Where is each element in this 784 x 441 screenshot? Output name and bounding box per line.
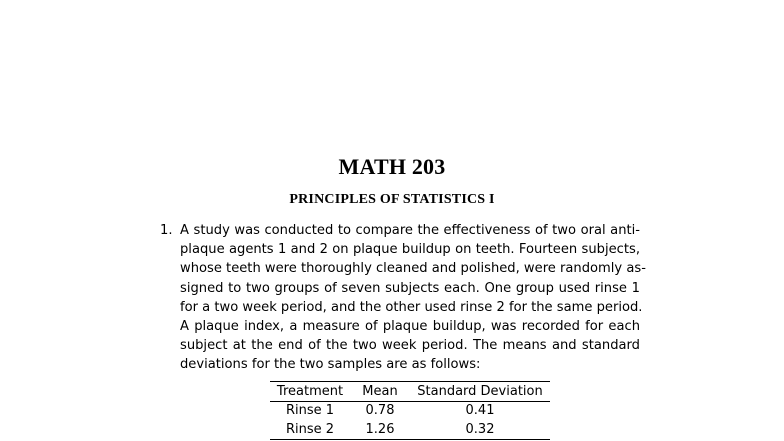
- cell-standard-deviation: 0.41: [465, 403, 495, 418]
- problem-line: plaque agents 1 and 2 on plaque buildup on teeth. Fourteen subjects,: [180, 242, 640, 258]
- cell-mean: 1.26: [365, 422, 395, 437]
- problem-line: deviations for the two samples are as follows:: [180, 357, 481, 373]
- problem-line: whose teeth were thoroughly cleaned and polished, were randomly as-: [180, 261, 646, 277]
- problem-text: [180, 221, 646, 375]
- problem-line: subject at the end of the two week period. The means and standard: [180, 338, 640, 354]
- problem-number: 1.: [160, 223, 173, 238]
- problem-line: for a two week period, and the other used rinse 2 for the same period.: [180, 299, 643, 315]
- page-subtitle: PRINCIPLES OF STATISTICS I: [289, 192, 495, 207]
- cell-treatment: Rinse 2: [285, 422, 335, 437]
- cell-mean: 0.78: [365, 403, 395, 418]
- cell-standard-deviation: 0.32: [465, 422, 495, 437]
- table-bottom-rule: [270, 439, 550, 440]
- problem-line: A plaque index, a measure of plaque buildup, was recorded for each: [180, 319, 640, 335]
- page-title: MATH 203: [338, 154, 446, 179]
- problem-line: A study was conducted to compare the effectiveness of two oral anti-: [180, 223, 640, 238]
- table-top-rule: [270, 381, 550, 382]
- problem-1: [160, 221, 646, 375]
- header-mean: Mean: [362, 384, 398, 399]
- header-standard-deviation: Standard Deviation: [417, 384, 543, 399]
- cell-treatment: Rinse 1: [285, 403, 335, 418]
- table-row: [270, 402, 550, 420]
- table-row: [270, 421, 550, 439]
- table-header-row: [270, 383, 550, 401]
- header-treatment: Treatment: [276, 384, 344, 399]
- problem-line: signed to two groups of seven subjects each. One group used rinse 1: [180, 280, 640, 296]
